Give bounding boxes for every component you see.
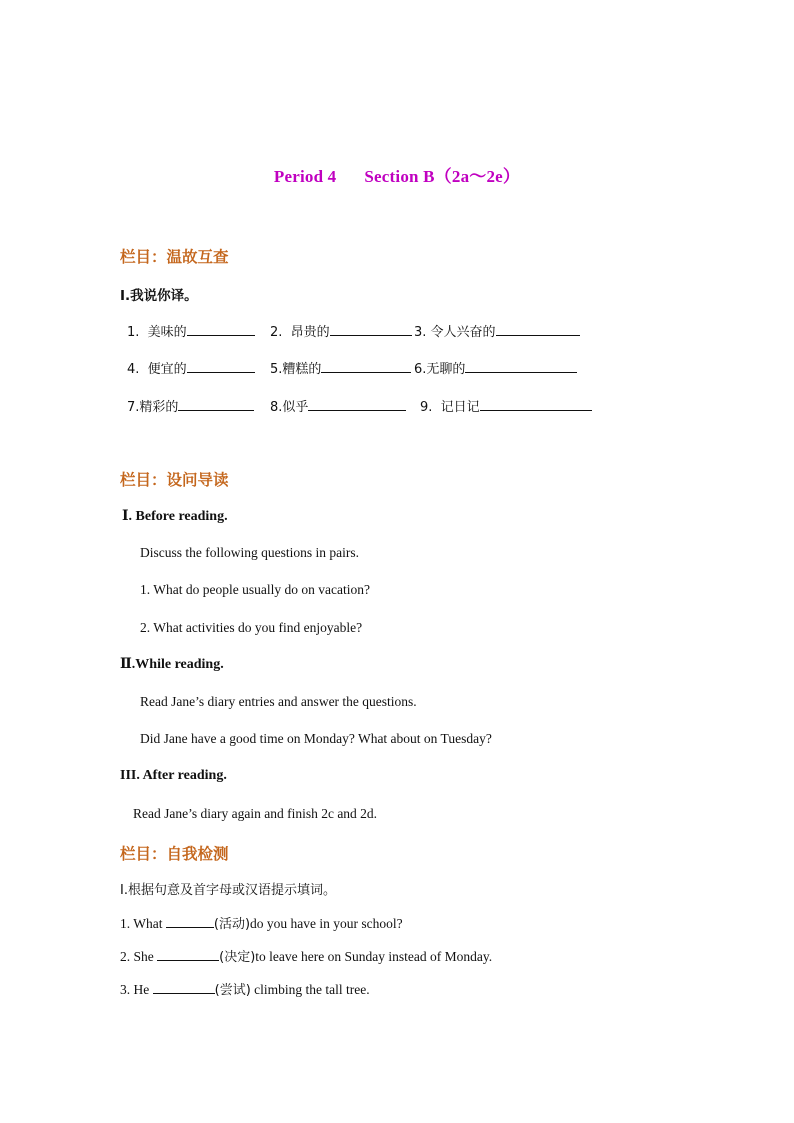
vocab-item-2: 2. 昂贵的 xyxy=(270,321,412,340)
vocab-item-9: 9. 记日记 xyxy=(420,396,592,415)
after-reading-instruction: Read Jane’s diary again and finish 2c and 2d. xyxy=(133,806,378,821)
vocab-item-7: 7.精彩的 xyxy=(127,396,254,415)
answer-blank[interactable] xyxy=(496,322,580,336)
answer-blank[interactable] xyxy=(465,359,577,373)
while-reading-label: Ⅱ.While reading. xyxy=(120,657,224,672)
before-reading-instruction: Discuss the following questions in pairs. xyxy=(140,545,359,560)
self-test-heading: 栏目：自我检测 xyxy=(120,845,229,863)
after-reading-label: III. After reading. xyxy=(120,768,227,783)
self-test-q3: 3. He (尝试) climbing the tall tree. xyxy=(120,982,370,998)
before-reading-q1: 1. What do people usually do on vacation? xyxy=(140,582,370,597)
before-reading-q2: 2. What activities do you find enjoyable? xyxy=(140,620,363,635)
answer-blank[interactable] xyxy=(308,397,406,411)
before-reading-label: Ⅰ. Before reading. xyxy=(122,509,228,524)
self-test-part-label: I.根据句意及首字母或汉语提示填词。 xyxy=(120,883,336,898)
title-period: Period 4 xyxy=(273,167,337,186)
review-part-label: I.我说你译。 xyxy=(120,288,198,304)
self-test-q2: 2. She (决定)to leave here on Sunday instead of Monday. xyxy=(120,949,493,965)
while-reading-instruction: Read Jane’s diary entries and answer the questions. xyxy=(140,694,417,709)
answer-blank[interactable] xyxy=(187,359,255,373)
vocab-item-6: 6.无聊的 xyxy=(414,358,577,377)
vocab-item-8: 8.似乎 xyxy=(270,396,406,415)
answer-blank[interactable] xyxy=(321,359,411,373)
title-section: Section B（2a～2e） xyxy=(364,167,521,186)
vocab-item-1: 1. 美味的 xyxy=(127,321,255,340)
answer-blank[interactable] xyxy=(480,397,592,411)
answer-blank[interactable] xyxy=(153,980,215,994)
vocab-item-5: 5.糟糕的 xyxy=(270,358,411,377)
answer-blank[interactable] xyxy=(330,322,412,336)
page-title xyxy=(0,162,794,187)
answer-blank[interactable] xyxy=(166,914,214,928)
vocab-item-4: 4. 便宜的 xyxy=(127,358,255,377)
self-test-q1: 1. What (活动)do you have in your school? xyxy=(120,916,403,932)
while-reading-question: Did Jane have a good time on Monday? What about on Tuesday? xyxy=(140,731,492,746)
answer-blank[interactable] xyxy=(187,322,255,336)
guide-heading: 栏目：设问导读 xyxy=(120,471,229,489)
answer-blank[interactable] xyxy=(178,397,254,411)
vocab-item-3: 3. 令人兴奋的 xyxy=(414,321,580,340)
review-heading: 栏目：温故互查 xyxy=(120,248,229,266)
answer-blank[interactable] xyxy=(157,947,219,961)
